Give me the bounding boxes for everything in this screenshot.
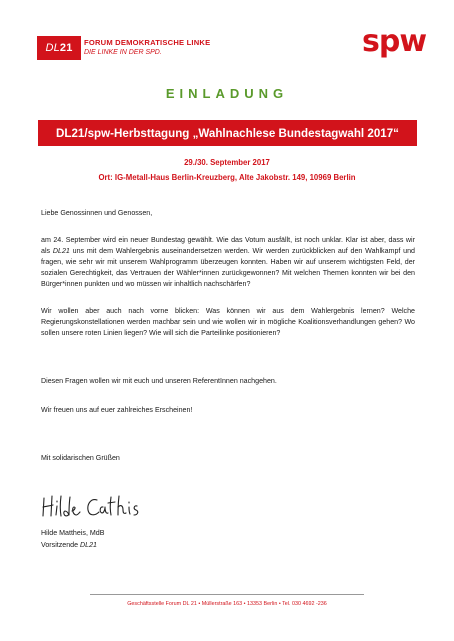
greeting: Liebe Genossinnen und Genossen,	[41, 209, 153, 217]
forum-title: FORUM DEMOKRATISCHE LINKE	[84, 38, 211, 47]
logo-dl-text: DL	[45, 42, 60, 54]
logo-num-text: 21	[59, 42, 73, 54]
signer-role	[41, 540, 415, 551]
closing: Mit solidarischen Grüßen	[41, 454, 120, 462]
paragraph-2: Wir wollen aber auch nach vorne blicken: Was können wir aus dem Wahlergebnis lernen? Welche Regierungskonstellationen werden machbar sein und wie wollen wir in mögliche Koalitionsverhandlungen gehen? Wo sollen unsere roten Linien liegen? Wie will sich die Parteilinke positionieren?	[41, 307, 415, 337]
spw-logo: spw	[362, 24, 427, 59]
event-place: Ort: IG-Metall-Haus Berlin-Kreuzberg, Alte Jakobstr. 149, 10969 Berlin	[98, 173, 356, 182]
dl21-logo	[37, 36, 81, 60]
event-banner	[38, 120, 417, 146]
event-date: 29./30. September 2017	[184, 158, 270, 167]
signer-role-org: DL21	[80, 541, 98, 549]
footer-divider	[90, 594, 364, 595]
handwritten-signature	[41, 492, 141, 522]
paragraph-3: Diesen Fragen wollen wir mit euch und unseren ReferentInnen nachgehen.	[41, 377, 277, 385]
p1-text-b: uns mit dem Wahlergebnis auseinandersetzen werden. Wir werden zurückblicken auf den Wahlkampf und fragen, wie sehr wir mit unserem Wahlprogramm überzeugen konnten. Haben wir auf unserem wichtigsten Feld, der sozialen Gerechtigkeit, das Vertrauen der Wähler*innen zurückgewonnen? Mit welchen Themen konnten wir bei den Bürger*innen punkten und wo müssen wir inhaltlich nachschärfen?	[41, 247, 416, 288]
paragraph-1	[41, 235, 415, 290]
page-title: EINLADUNG	[165, 86, 289, 101]
signer-role-prefix: Vorsitzende	[41, 541, 81, 549]
forum-subtitle: DIE LINKE IN DER SPD.	[84, 49, 162, 56]
p1-text-a: am 24. September wird ein neuer Bundestag gewählt. Wie das Votum ausfällt, ist noch unklar. Klar ist aber, dass wir als	[41, 236, 415, 255]
footer-address: Geschäftsstelle Forum DL 21 • Müllerstraße 163 • 13353 Berlin • Tel. 030 4692 -236	[127, 601, 327, 607]
paragraph-4: Wir freuen uns auf euer zahlreiches Erscheinen!	[41, 406, 193, 414]
p1-dl21: DL21	[52, 247, 70, 255]
signer-name: Hilde Mattheis, MdB	[41, 529, 105, 537]
banner-text: DL21/spw-Herbsttagung „Wahlnachlese Bundestagwahl 2017“	[56, 126, 399, 140]
